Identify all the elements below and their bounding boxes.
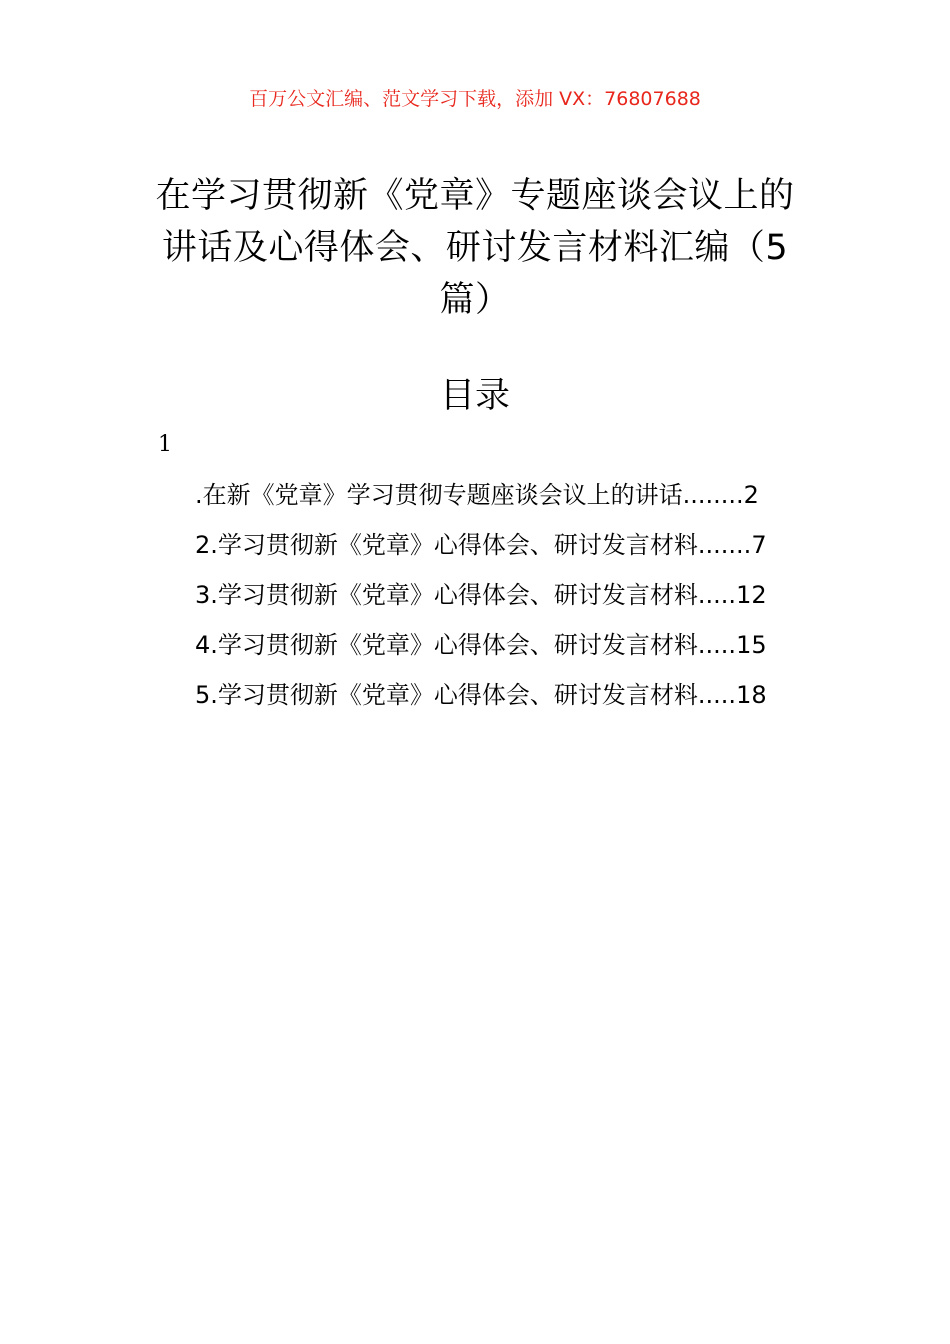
toc-entry-page: 15: [736, 631, 767, 659]
toc-entry-page: 2: [743, 481, 759, 509]
toc-entry-title: 4.学习贯彻新《党章》心得体会、研讨发言材料: [195, 631, 698, 659]
header-promo-note: 百万公文汇编、范文学习下载，添加 VX：76807688: [249, 88, 701, 110]
toc-entry-leader: ........: [682, 481, 744, 509]
toc-heading: 目录: [439, 376, 510, 416]
toc-entry[interactable]: [195, 625, 815, 675]
toc-entry-title: 3.学习贯彻新《党章》心得体会、研讨发言材料: [195, 581, 698, 609]
toc-entry-page: 12: [736, 581, 767, 609]
toc-entry[interactable]: [195, 525, 815, 575]
toc-entry-page: 7: [751, 531, 767, 559]
toc-entry-leader: .....: [697, 581, 737, 609]
toc-entry-title: .在新《党章》学习贯彻专题座谈会议上的讲话: [195, 481, 683, 509]
toc-entry[interactable]: [195, 575, 815, 625]
toc-entry-leader: .......: [697, 531, 752, 559]
toc-entry-title: 2.学习贯彻新《党章》心得体会、研讨发言材料: [195, 531, 698, 559]
toc-entry-page: 18: [736, 681, 767, 709]
toc-entry[interactable]: [195, 675, 815, 725]
toc-entry-title: 5.学习贯彻新《党章》心得体会、研讨发言材料: [195, 681, 698, 709]
document-title: 在学习贯彻新《党章》专题座谈会议上的讲话及心得体会、研讨发言材料汇编（5篇）: [155, 176, 795, 320]
table-of-contents: [195, 475, 815, 725]
toc-entry[interactable]: [195, 475, 815, 525]
toc-stray-number: 1: [158, 432, 172, 457]
toc-entry-leader: .....: [697, 681, 737, 709]
toc-entry-leader: .....: [697, 631, 737, 659]
